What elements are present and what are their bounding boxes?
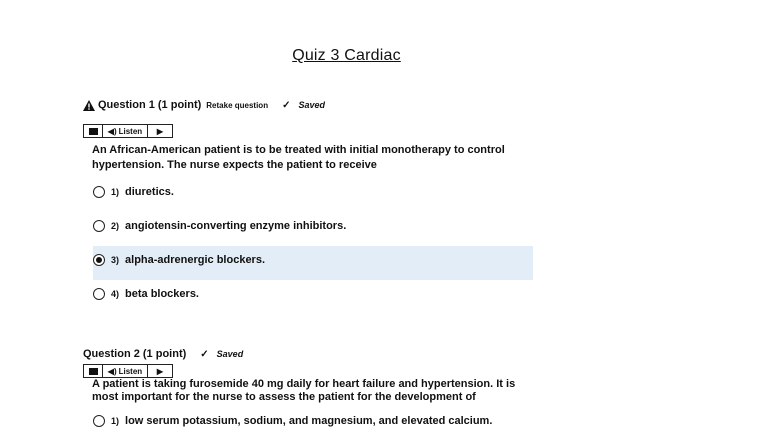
- option-label: angiotensin-converting enzyme inhibitors.: [125, 220, 347, 232]
- question-2-header: [83, 348, 243, 360]
- question-2-title: Question 2 (1 point): [83, 348, 187, 360]
- answer-option-1[interactable]: [93, 186, 174, 198]
- question-text-line: An African-American patient is to be treated with initial monotherapy to control: [92, 144, 505, 156]
- stop-icon: [89, 128, 98, 135]
- option-label: alpha-adrenergic blockers.: [125, 254, 266, 266]
- option-label: low serum potassium, sodium, and magnesium, and elevated calcium.: [125, 415, 493, 427]
- question-1-title: Question 1 (1 point): [98, 99, 202, 111]
- play-button[interactable]: [148, 365, 172, 377]
- question-1-text: [92, 143, 532, 173]
- option-number: 3): [111, 255, 120, 265]
- answer-option-1[interactable]: [93, 415, 492, 427]
- option-label: diuretics.: [125, 186, 174, 198]
- play-button[interactable]: [148, 125, 172, 137]
- check-icon: ✓: [200, 348, 209, 360]
- question-1-header: [83, 99, 325, 111]
- radio-dot: [96, 257, 102, 263]
- speaker-icon: ◀): [107, 366, 117, 376]
- play-icon: ▶: [156, 126, 164, 136]
- question-2-text: [92, 378, 532, 404]
- answer-option-3[interactable]: [93, 254, 265, 266]
- warning-icon: [83, 100, 95, 111]
- listen-label: Listen: [118, 366, 143, 376]
- radio-button[interactable]: [93, 415, 105, 427]
- retake-question-link[interactable]: Retake question: [206, 100, 269, 110]
- option-number: 4): [111, 289, 120, 299]
- listen-label: Listen: [118, 126, 143, 136]
- radio-button-selected[interactable]: [93, 254, 105, 266]
- speaker-icon: ◀): [107, 126, 117, 136]
- audio-player: [83, 364, 173, 378]
- answer-option-2[interactable]: [93, 220, 346, 232]
- radio-button[interactable]: [93, 186, 105, 198]
- page-title: Quiz 3 Cardiac: [292, 47, 401, 64]
- play-icon: ▶: [156, 366, 164, 376]
- question-text-line: hypertension. The nurse expects the patient to receive: [92, 159, 377, 171]
- saved-label: Saved: [298, 100, 325, 110]
- listen-button[interactable]: [103, 125, 148, 137]
- radio-button[interactable]: [93, 220, 105, 232]
- question-text-line: most important for the nurse to assess the patient for the development of: [92, 391, 476, 403]
- stop-button[interactable]: [84, 125, 103, 137]
- option-number: 1): [111, 416, 120, 426]
- listen-button[interactable]: [103, 365, 148, 377]
- check-icon: ✓: [282, 99, 291, 111]
- question-text-line: A patient is taking furosemide 40 mg daily for heart failure and hypertension. It is: [92, 378, 516, 390]
- answer-option-4[interactable]: [93, 288, 199, 300]
- saved-status: [200, 349, 243, 360]
- stop-icon: [89, 368, 98, 375]
- radio-button[interactable]: [93, 288, 105, 300]
- audio-player: [83, 124, 173, 138]
- saved-label: Saved: [216, 349, 244, 359]
- saved-status: [282, 100, 325, 111]
- option-number: 2): [111, 221, 120, 231]
- option-label: beta blockers.: [125, 288, 199, 300]
- stop-button[interactable]: [84, 365, 103, 377]
- option-number: 1): [111, 187, 120, 197]
